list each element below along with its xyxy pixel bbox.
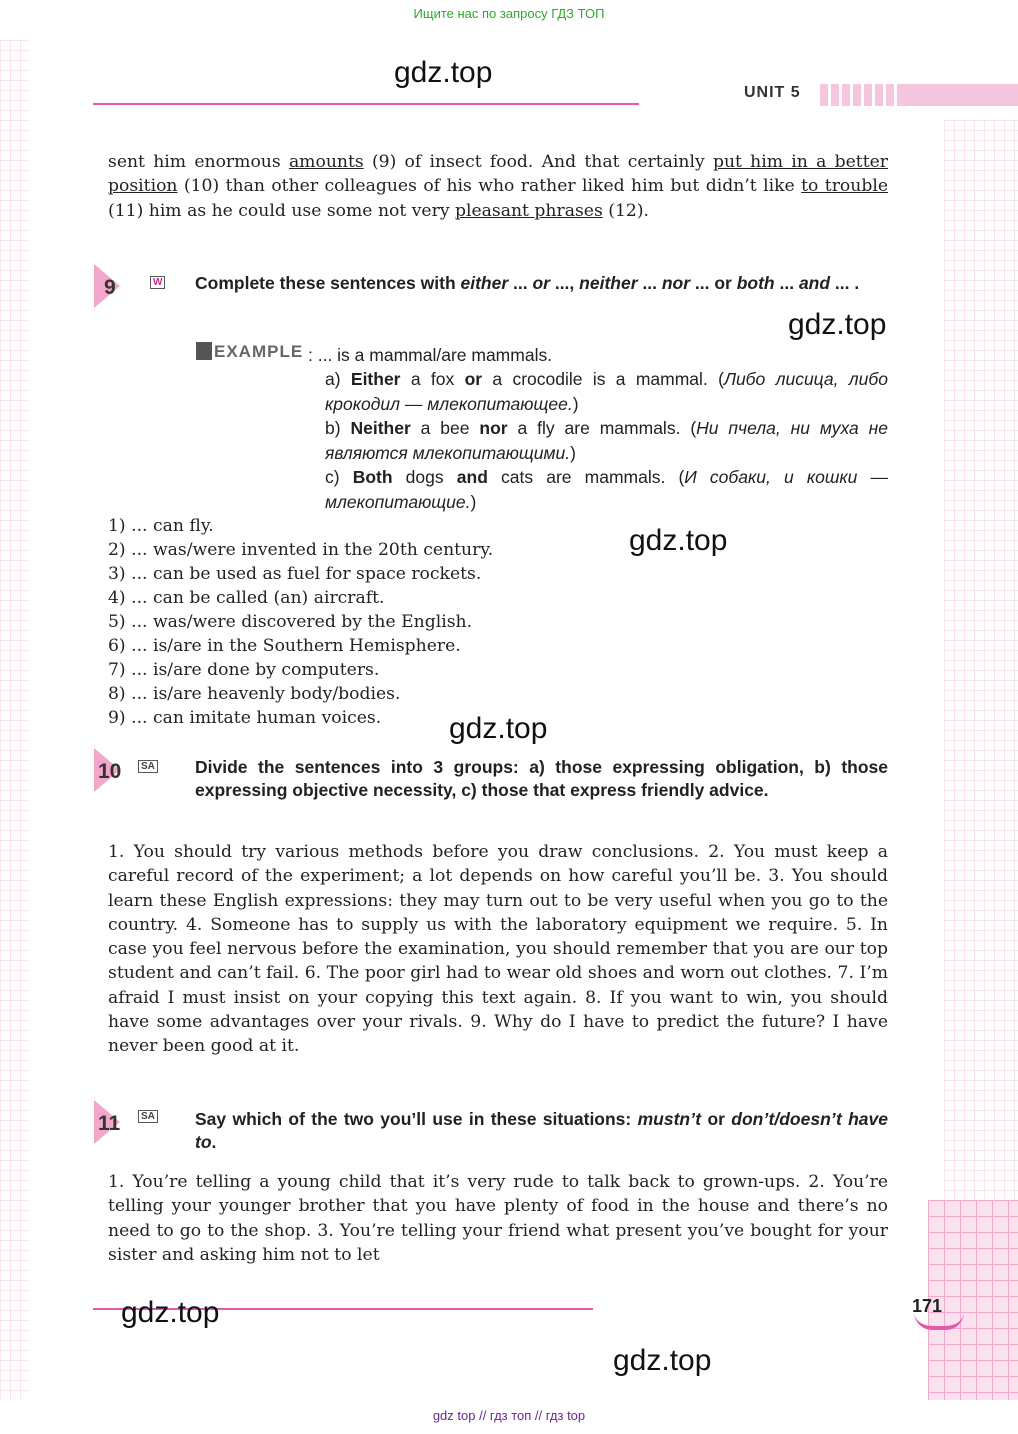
- example-prompt: : ... is a mammal/are mammals.: [308, 345, 553, 365]
- list-item: 9) ... can imitate human voices.: [108, 708, 382, 728]
- task-10-instruction: Divide the sentences into 3 groups: a) those expressing obligation, b) those expressing objective necessity, c) those that express friendly advice.: [195, 757, 888, 800]
- unit-label: UNIT 5: [744, 84, 801, 101]
- watermark: gdz.top: [394, 56, 493, 89]
- list-item: 6) ... is/are in the Southern Hemisphere.: [108, 636, 461, 656]
- task-11-instruction: Say which of the two you’ll use in these situations: mustn’t or don’t/doesn’t have to.: [195, 1109, 888, 1152]
- watermark: gdz.top: [449, 712, 548, 745]
- list-item: 3) ... can be used as fuel for space rockets.: [108, 564, 482, 584]
- watermark: gdz.top: [121, 1296, 220, 1329]
- example-label: EXAMPLE: [196, 342, 303, 362]
- list-item: 7) ... is/are done by computers.: [108, 660, 380, 680]
- watermark: gdz.top: [629, 524, 728, 557]
- task-11-text: 1. You’re telling a young child that it’s very rude to talk back to grown-ups. 2. You’re telling your younger brother that you have plenty of food in the house and there’s no need to go to the shop. 3. You’re telling your friend what present you’ve bought for your sister and asking him not to let: [108, 1172, 888, 1265]
- list-item: 4) ... can be called (an) aircraft.: [108, 588, 385, 608]
- watermark: gdz.top: [788, 308, 887, 341]
- intro-paragraph: sent him enormous amounts (9) of insect food. And that certainly put him in a better position (10) than other colleagues of his who rather liked him but didn’t like to trouble (11) him as he could use some not very pleasant phrases (12).: [108, 152, 888, 221]
- example-a: a) Either a fox or a crocodile is a mammal. (Либо лисица, либо крокодил — млекопитающее.): [325, 369, 888, 414]
- self-assessment-icon: SA: [138, 760, 158, 773]
- page-number: 171: [912, 1296, 943, 1316]
- right-margin-pattern: [944, 120, 1018, 1200]
- list-item: 2) ... was/were invented in the 20th century.: [108, 540, 494, 560]
- top-search-hint[interactable]: Ищите нас по запросу ГДЗ ТОП: [413, 6, 605, 21]
- task-9-number: 9: [104, 276, 116, 299]
- example-icon: [196, 342, 212, 360]
- list-item: 8) ... is/are heavenly body/bodies.: [108, 684, 401, 704]
- example-b: b) Neither a bee nor a fly are mammals. (Ни пчела, ни муха не являются млекопитающими.): [325, 418, 888, 463]
- task-10-text: 1. You should try various methods before you draw conclusions. 2. You must keep a careful record of the experiment; a lot depends on how careful you’ll be. 3. You should learn these English expressions: they may turn out to be very useful when you go to the country. 4. Someone has to supply us with the laboratory equipment we require. 5. In case you feel nervous before the examination, you should remember that you are our top student and can’t fail. 6. The poor girl had to wear old shoes and worn out clothes. 7. I’m afraid I must insist on your copying this text again. 8. If you want to win, you should have some advantages over your rivals. 9. Why do I have to predict the future? I have never been good at it.: [108, 842, 888, 1057]
- self-assessment-icon: SA: [138, 1110, 158, 1123]
- header-divider: [93, 103, 639, 105]
- example-c: c) Both dogs and cats are mammals. (И собаки, и кошки — млекопитающие.): [325, 467, 888, 512]
- bottom-links[interactable]: gdz top // гдз топ // гдз top: [432, 1408, 586, 1423]
- left-margin-pattern: [0, 40, 30, 1400]
- task-9-instruction: Complete these sentences with either ... or ..., neither ... nor ... or both ... and ... .: [195, 273, 860, 293]
- task-10-number: 10: [98, 760, 122, 783]
- write-icon: W: [150, 276, 165, 289]
- list-item: 5) ... was/were discovered by the English.: [108, 612, 473, 632]
- task-11-number: 11: [98, 1112, 121, 1135]
- list-item: 1) ... can fly.: [108, 516, 214, 536]
- unit-band-solid: [900, 84, 1018, 106]
- watermark: gdz.top: [613, 1344, 712, 1377]
